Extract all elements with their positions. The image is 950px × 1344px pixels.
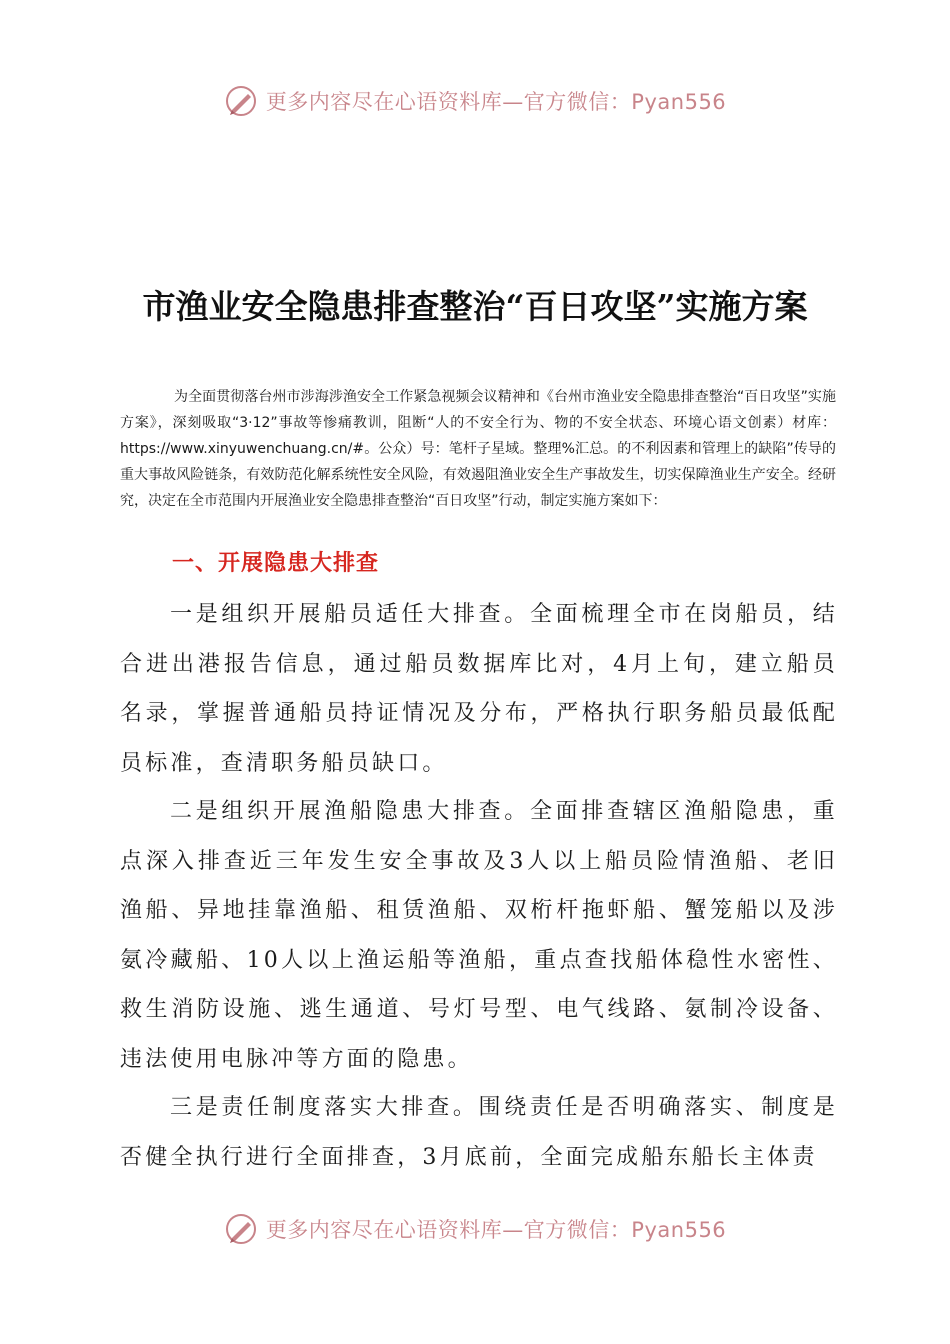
body-paragraph-3: 三是责任制度落实大排查。围绕责任是否明确落实、制度是否健全执行进行全面排查，3月底前，全面完成船东船长主体责: [120, 1095, 838, 1170]
watermark-header: [0, 84, 950, 118]
pen-logo-icon: [224, 84, 258, 118]
body-paragraph-1: 一是组织开展船员适任大排查。全面梳理全市在岗船员，结合进出港报告信息，通过船员数据库比对，4月上旬，建立船员名录，掌握普通船员持证情况及分布，严格执行职务船员最低配员标准，查清职务船员缺口。: [120, 602, 838, 776]
watermark-footer: [0, 1212, 950, 1246]
body-paragraph-2: 二是组织开展渔船隐患大排查。全面排查辖区渔船隐患，重点深入排查近三年发生安全事故及3人以上船员险情渔船、老旧渔船、异地挂靠渔船、租赁渔船、双桁杆拖虾船、蟹笼船以及涉氨冷藏船、10人以上渔运船等渔船，重点查找船体稳性水密性、救生消防设施、逃生通道、号灯号型、电气线路、氨制冷设备、违法使用电脉冲等方面的隐患。: [120, 799, 838, 1072]
section-heading: 一、开展隐患大排查: [172, 551, 380, 576]
watermark-text: 更多内容尽在心语资料库—官方微信：Pyan556: [265, 1218, 727, 1242]
intro-paragraph: 为全面贯彻落台州市涉海涉渔安全工作紧急视频会议精神和《台州市渔业安全隐患排查整治“百日攻坚”实施方案》，深刻吸取“3·12”事故等惨痛教训，阻断“人的不安全行为、物的不安全状态、环境心语文创素）材库：https://www.xinyuwenchuang.cn/#。公众）号：笔杆子星域。整理%汇总。的不利因素和管理上的缺陷”传导的重大事故风险链条，有效防范化解系统性安全风险，有效遏阻渔业安全生产事故发生，切实保障渔业生产安全。经研究，决定在全市范围内开展渔业安全隐患排查整治“百日攻坚”行动，制定实施方案如下：: [120, 389, 836, 509]
document-title: 市渔业安全隐患排查整治“百日攻坚”实施方案: [142, 287, 808, 327]
pen-logo-icon: [224, 1212, 258, 1246]
watermark-text: 更多内容尽在心语资料库—官方微信：Pyan556: [265, 90, 727, 114]
